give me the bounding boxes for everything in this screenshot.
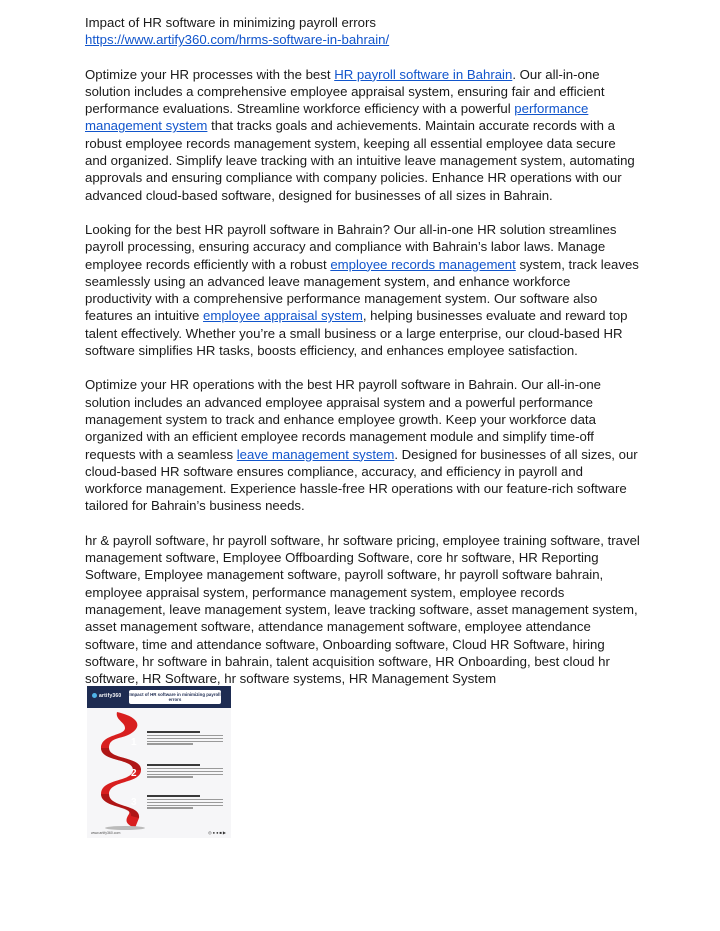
step-number-1: 1 [131, 737, 137, 748]
step-text-1 [147, 731, 223, 746]
spacer [85, 204, 640, 221]
facebook-icon: ● [212, 830, 217, 835]
spacer [85, 359, 640, 376]
social-icons [208, 830, 227, 835]
twitter-icon: ● [216, 830, 220, 835]
instagram-icon: ◎ [208, 830, 213, 835]
infographic-header [87, 686, 231, 708]
source-url-link[interactable]: https://www.artify360.com/hrms-software-in-bahrain/ [85, 32, 390, 48]
document-title: Impact of HR software in minimizing payroll errors [85, 15, 376, 30]
keywords-paragraph: hr & payroll software, hr payroll software, hr software pricing, employee training software, travel management software, Employee Offboarding Software, core hr software, HR Reporting Software, Employee management software, payroll software, hr payroll software bahrain, employee appraisal system, performance management system, employee records management, leave management system, leave tracking software, asset management system, asset management software, attendance management software, employee attendance software, time and attendance software, Onboarding software, Cloud HR Software, hiring software, hr software in bahrain, talent acquisition software, HR Onboarding, best cloud hr software, HR Software, hr software systems, HR Management System [85, 532, 640, 687]
paragraph-1: Optimize your HR processes with the best HR payroll software in Bahrain. Our all-in-one solution includes a comprehensive employee appraisal system, ensuring fair and efficient performance evaluations. Streamline workforce efficiency with a powerful performance management system that tracks goals and achievements. Maintain accurate records with a robust employee records management system, keeping all essential employee data secure and organized. Simplify leave tracking with an intuitive leave management system, automating approvals and ensuring compliance with company policies. Enhance HR operations with our advanced cloud-based software, designed for businesses of all sizes in Bahrain. [85, 66, 635, 203]
paragraph-2: Looking for the best HR payroll software in Bahrain? Our all-in-one HR solution streamlines payroll processing, ensuring accuracy and compliance with Bahrain’s labor laws. Manage employee records efficiently with a robust employee records management system, track leaves seamlessly using an advanced leave management system, and enhance workforce productivity with a comprehensive performance management system. Our software also features an intuitive employee appraisal system, helping businesses evaluate and reward top talent effectively. Whether you’re a small business or a large enterprise, our cloud-based HR software simplifies HR tasks, boosts efficiency, and enhances employee satisfaction. [85, 221, 639, 359]
link-leave-management-system[interactable]: leave management system [236, 446, 395, 462]
paragraph-3: Optimize your HR operations with the best HR payroll software in Bahrain. Our all-in-one solution includes an advanced employee appraisal system and a powerful performance management system to track and enhance employee growth. Keep your workforce data organized with an efficient employee records management module and simplify time-off requests with a seamless leave management system. Designed for businesses of all sizes, our cloud-based HR software ensures compliance, accuracy, and efficiency in payroll and workforce management. Experience hassle-free HR operations with our feature-rich software tailored for Bahrain’s business needs. [85, 377, 638, 514]
infographic-logo: artify360 [92, 693, 121, 699]
red-ribbon-graphic [95, 710, 155, 830]
link-employee-appraisal-system[interactable]: employee appraisal system [203, 308, 363, 324]
link-employee-records-management[interactable]: employee records management [330, 256, 516, 272]
infographic-title: Impact of HR software in minimizing payroll errors [129, 692, 221, 702]
link-performance-management-system[interactable]: performance management system [85, 101, 589, 134]
linkedin-icon: ■ [219, 830, 223, 835]
step-number-2: 2 [131, 768, 137, 779]
link-hr-payroll-software-bahrain[interactable]: HR payroll software in Bahrain [334, 66, 513, 82]
infographic-image [87, 686, 231, 838]
infographic-footer-url: www.artify360.com [91, 831, 121, 835]
step-text-2 [147, 764, 223, 779]
spacer [85, 515, 640, 532]
spacer [85, 49, 640, 66]
step-number-3: 3 [131, 797, 137, 808]
youtube-icon: ▶ [222, 830, 227, 835]
document-body [85, 14, 640, 687]
step-text-3 [147, 795, 223, 810]
